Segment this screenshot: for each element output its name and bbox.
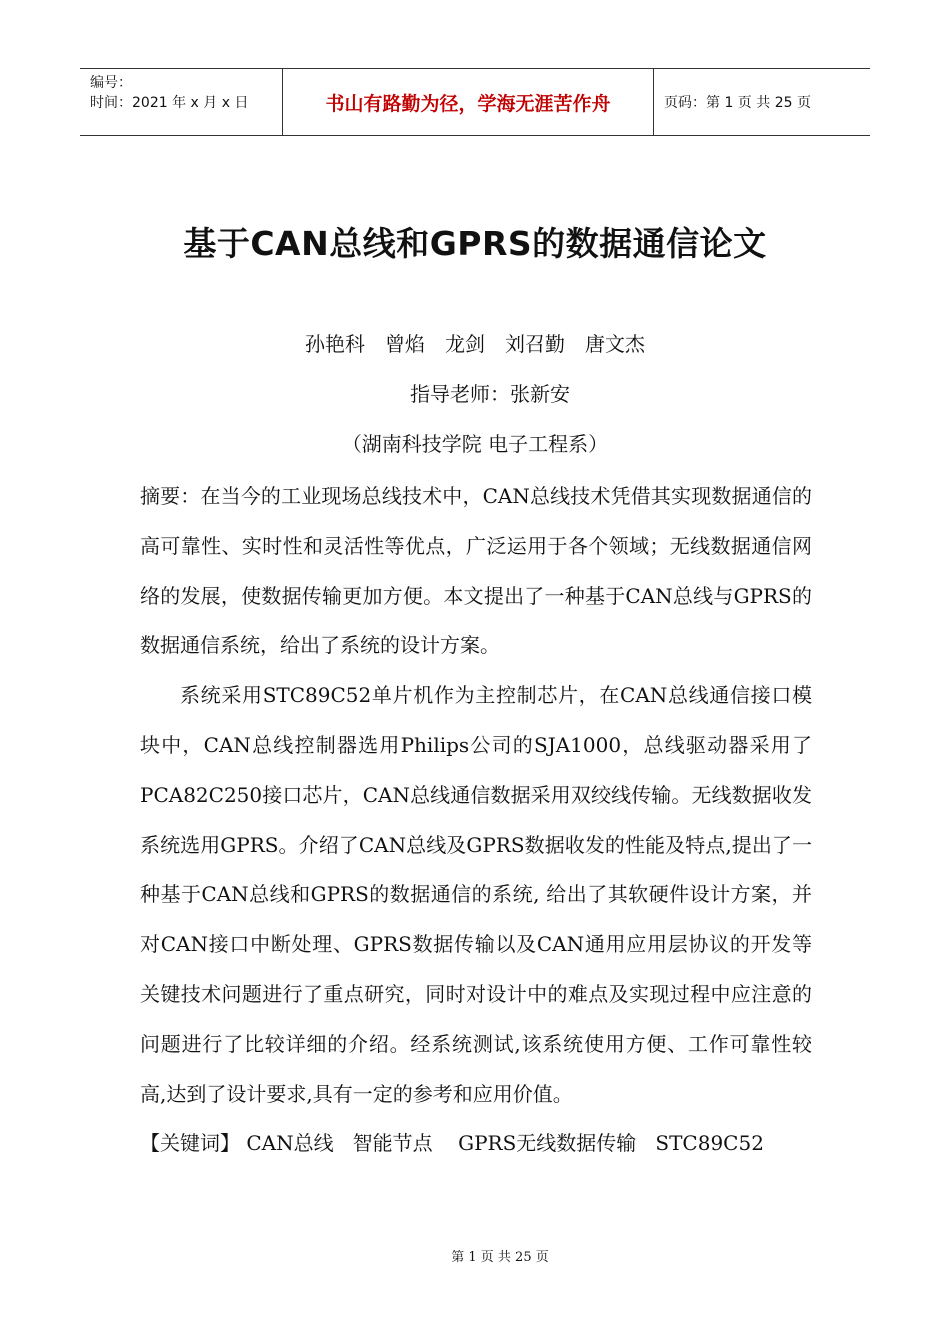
page-footer: 第 1 页 共 25 页	[451, 1250, 549, 1265]
affiliation: （湖南科技学院 电子工程系）	[341, 432, 609, 456]
document-body	[140, 472, 812, 1169]
header-meta	[80, 69, 282, 135]
abstract-paragraph: 摘要：在当今的工业现场总线技术中，CAN总线技术凭借其实现数据通信的高可靠性、实时性和灵活性等优点，广泛运用于各个领域；无线数据通信网络的发展，使数据传输更加方便。本文提出了一种基于CAN总线与GPRS的数据通信系统，给出了系统的设计方案。	[140, 484, 812, 658]
header-time-label: 时间：2021 年 x 月 x 日	[90, 95, 249, 111]
header-number-label: 编号：	[90, 75, 132, 91]
header-page-info: 页码：第 1 页 共 25 页	[664, 95, 811, 111]
authors: 孙艳科 曾焰 龙剑 刘召勤 唐文杰	[305, 332, 645, 356]
system-paragraph: 系统采用STC89C52单片机作为主控制芯片，在CAN总线通信接口模块中，CAN总线控制器选用Philips公司的SJA1000，总线驱动器采用了PCA82C250接口芯片，CAN总线通信数据采用双绞线传输。无线数据收发系统选用GPRS。介绍了CAN总线及GPRS数据收发的性能及特点,提出了一种基于CAN总线和GPRS的数据通信的系统, 给出了其软硬件设计方案，并对CAN接口中断处理、GPRS数据传输以及CAN通用应用层协议的开发等关键技术问题进行了重点研究，同时对设计中的难点及实现过程中应注意的问题进行了比较详细的介绍。经系统测试,该系统使用方便、工作可靠性较高,达到了设计要求,具有一定的参考和应用价值。	[140, 683, 812, 1106]
keywords-line: 【关键词】 CAN总线 智能节点 GPRS无线数据传输 STC89C52	[140, 1131, 764, 1156]
header-motto: 书山有路勤为径，学海无涯苦作舟	[282, 69, 654, 135]
document-title: 基于CAN总线和GPRS的数据通信论文	[183, 224, 767, 263]
advisor: 指导老师：张新安	[410, 382, 570, 406]
page-header	[80, 68, 870, 136]
